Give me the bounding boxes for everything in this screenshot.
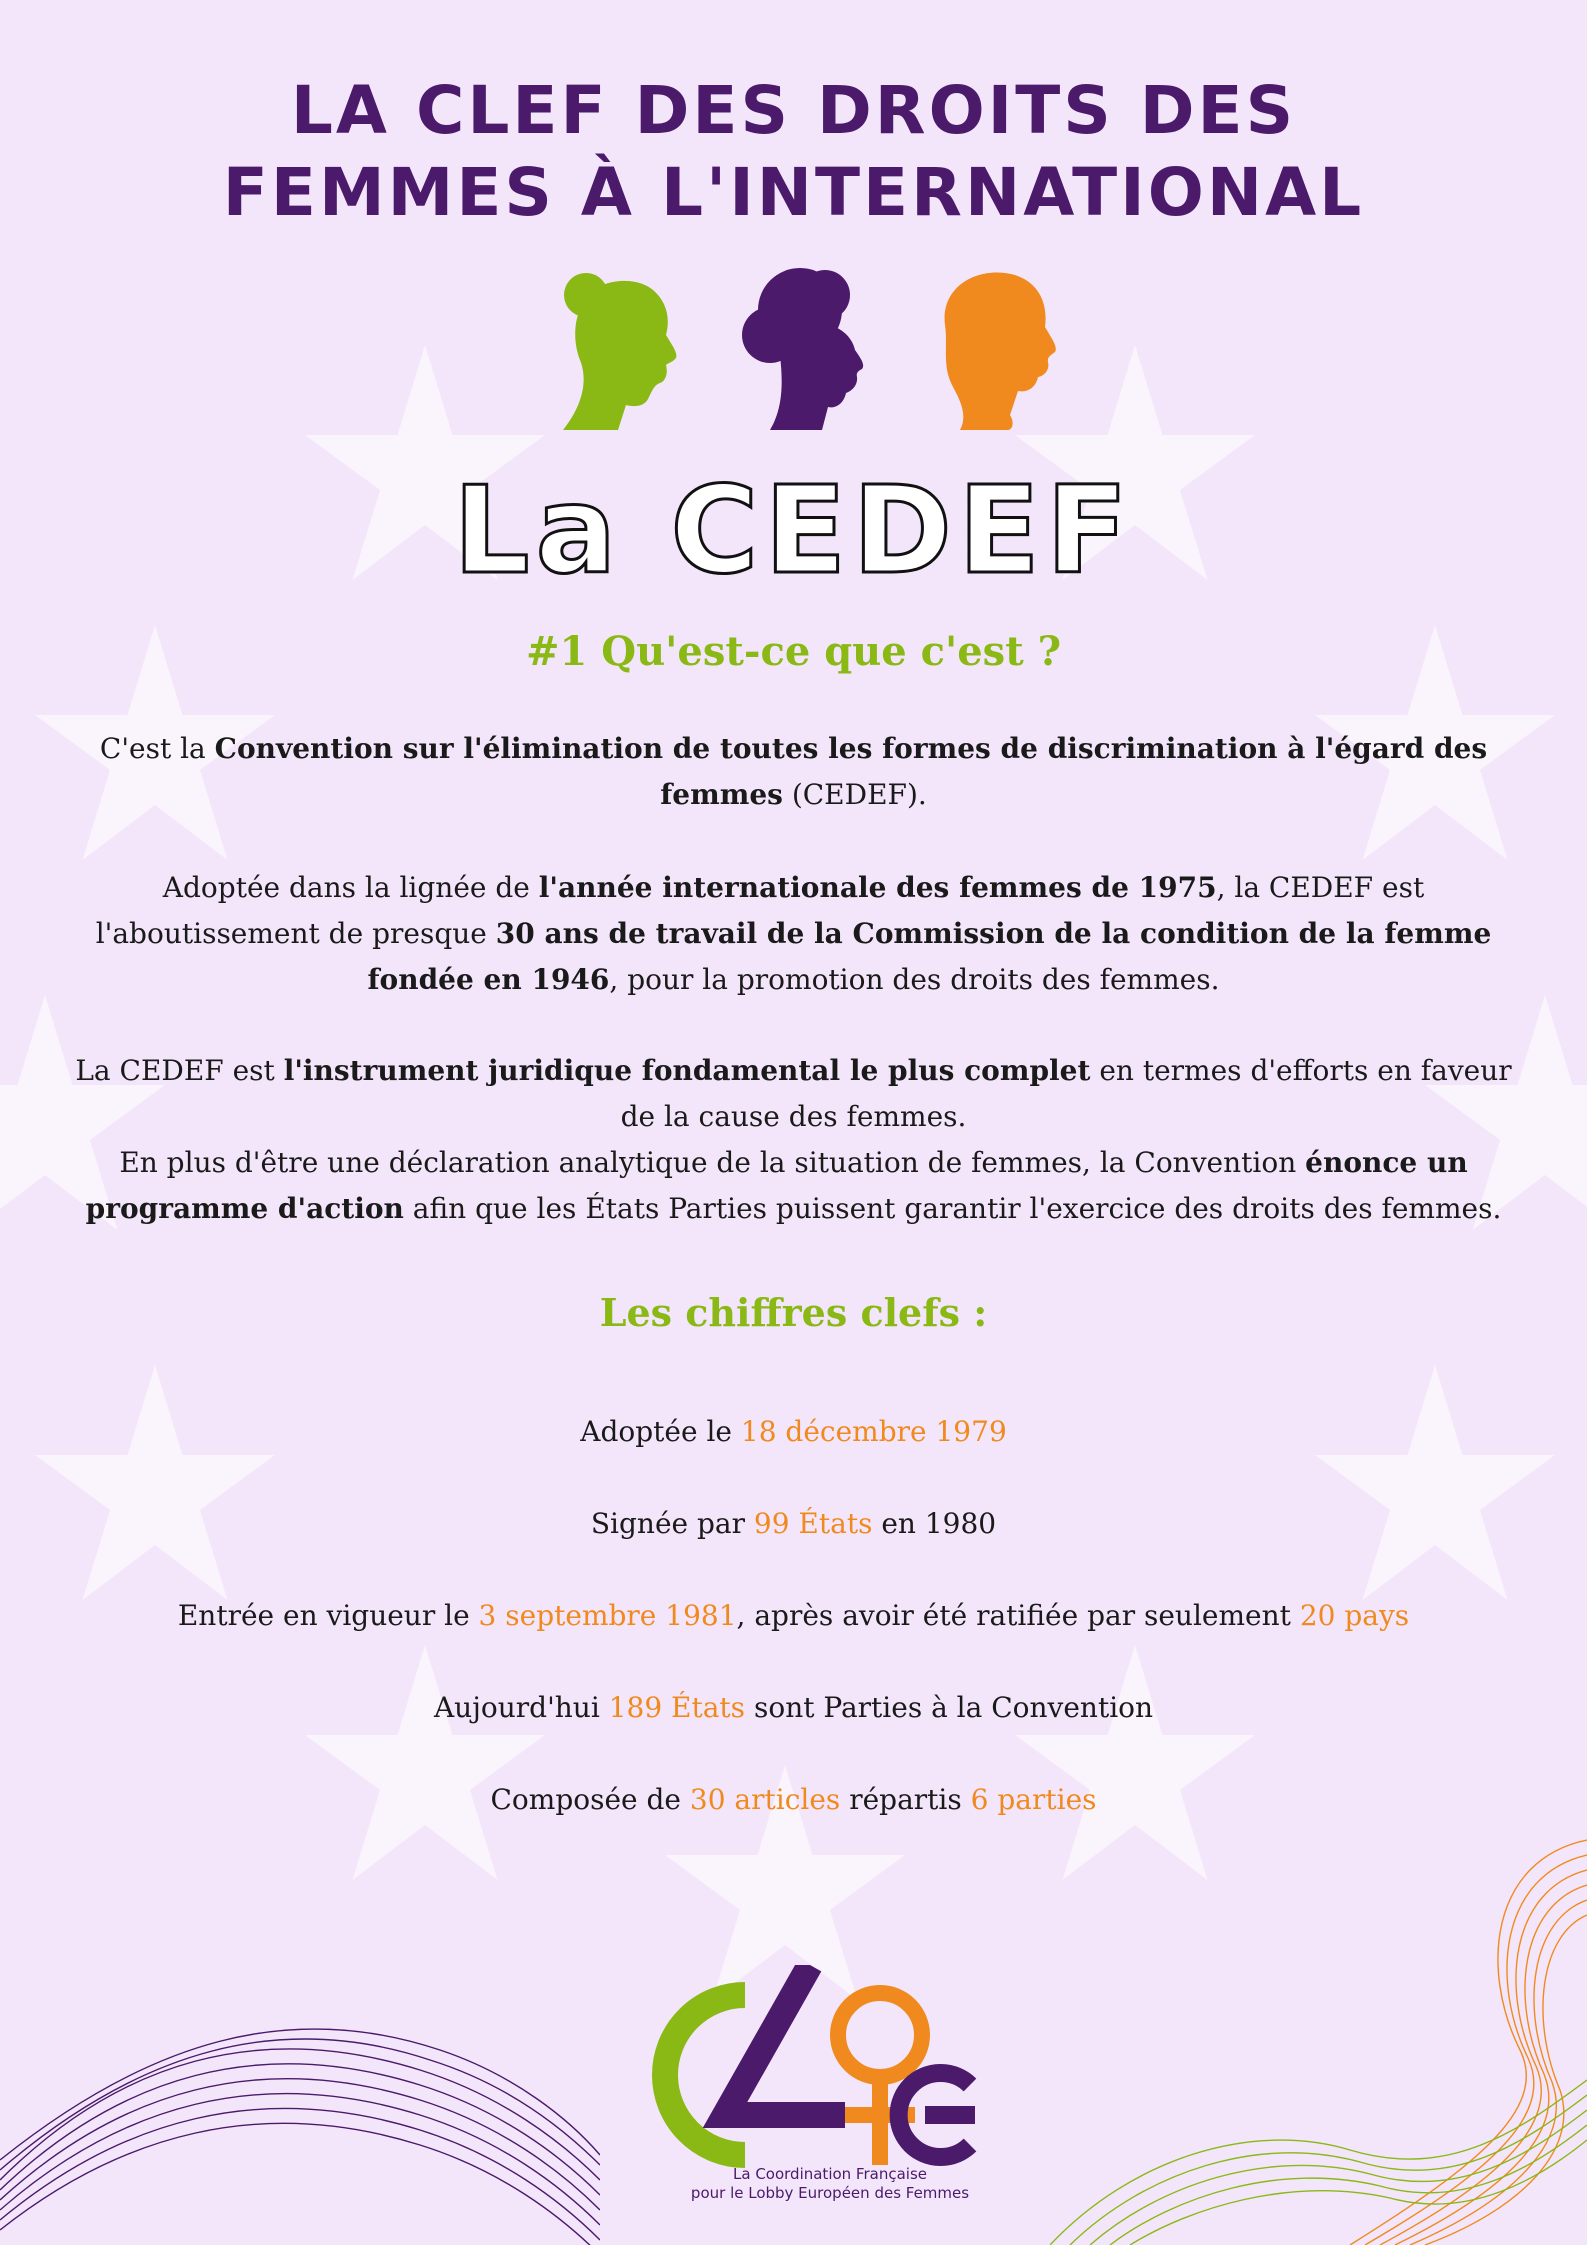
title-line-2: FEMMES À L'INTERNATIONAL bbox=[222, 154, 1365, 231]
text-fragment: Adoptée le bbox=[580, 1415, 741, 1448]
text-bold: l'année internationale des femmes de 1975 bbox=[538, 871, 1217, 904]
main-heading: La CEDEF bbox=[453, 462, 1134, 601]
text-fragment: C'est la bbox=[99, 732, 215, 765]
page-title bbox=[0, 70, 1587, 234]
logo-caption bbox=[640, 2165, 1020, 2203]
key-figure-articles bbox=[0, 1780, 1587, 1820]
background-star-icon bbox=[300, 1640, 550, 1890]
text-fragment: , après avoir été ratifiée par seulement bbox=[736, 1599, 1300, 1632]
title-line-1: LA CLEF DES DROITS DES bbox=[290, 72, 1297, 149]
highlight-text: 99 États bbox=[753, 1507, 873, 1540]
key-figure-in-force bbox=[0, 1596, 1587, 1636]
text-fragment: (CEDEF). bbox=[782, 778, 927, 811]
text-fragment: Composée de bbox=[490, 1783, 690, 1816]
highlight-text: 20 pays bbox=[1299, 1599, 1410, 1632]
faces-illustration bbox=[0, 265, 1587, 435]
background-star-icon bbox=[1310, 1360, 1560, 1610]
text-bold: Convention sur l'élimination de toutes les formes de discrimination à l'égard des femmes bbox=[214, 732, 1488, 811]
woman-short-hair-profile-icon bbox=[930, 265, 1065, 430]
text-fragment: Entrée en vigueur le bbox=[177, 1599, 479, 1632]
section-title-what-is-it: #1 Qu'est-ce que c'est ? bbox=[525, 628, 1062, 675]
text-fragment: afin que les États Parties puissent garantir l'exercice des droits des femmes. bbox=[403, 1192, 1502, 1225]
text-fragment: La CEDEF est bbox=[75, 1054, 284, 1087]
text-fragment: répartis bbox=[840, 1783, 971, 1816]
paragraph-definition bbox=[70, 726, 1517, 818]
purple-wave-lines bbox=[0, 1980, 600, 2245]
text-bold: l'instrument juridique fondamental le plus complet bbox=[283, 1054, 1091, 1087]
text-fragment: en termes d'efforts en faveur de la cause des femmes. bbox=[620, 1054, 1512, 1133]
woman-afro-profile-icon bbox=[740, 265, 885, 430]
highlight-text: 3 septembre 1981 bbox=[478, 1599, 737, 1632]
text-fragment: en 1980 bbox=[872, 1507, 997, 1540]
highlight-text: 30 articles bbox=[689, 1783, 841, 1816]
text-fragment: Signée par bbox=[590, 1507, 754, 1540]
text-fragment: sont Parties à la Convention bbox=[745, 1691, 1154, 1724]
paragraph-history bbox=[70, 865, 1517, 1003]
text-bold: énonce un programme d'action bbox=[85, 1146, 1468, 1225]
text-fragment: Aujourd'hui bbox=[433, 1691, 609, 1724]
text-fragment: Adoptée dans la lignée de bbox=[162, 871, 539, 904]
paragraph-instrument bbox=[70, 1048, 1517, 1140]
logo-caption-line-1: La Coordination Française bbox=[733, 2165, 927, 2183]
text-bold: 30 ans de travail de la Commission de la condition de la femme fondée en 1946 bbox=[367, 917, 1492, 996]
paragraph-action-program bbox=[70, 1140, 1517, 1232]
highlight-text: 189 États bbox=[608, 1691, 746, 1724]
woman-bun-profile-icon bbox=[548, 265, 698, 430]
text-fragment: , pour la promotion des droits des femmes. bbox=[609, 963, 1220, 996]
text-fragment: , la CEDEF est l'aboutissement de presque bbox=[95, 871, 1425, 950]
orange-green-wave-lines bbox=[1050, 1830, 1587, 2245]
key-figure-signed bbox=[0, 1504, 1587, 1544]
text-fragment: En plus d'être une déclaration analytique de la situation de femmes, la Convention bbox=[119, 1146, 1306, 1179]
highlight-text: 6 parties bbox=[970, 1783, 1097, 1816]
section-title-key-figures: Les chiffres clefs : bbox=[599, 1290, 988, 1335]
logo-caption-line-2: pour le Lobby Européen des Femmes bbox=[690, 2184, 970, 2202]
highlight-text: 18 décembre 1979 bbox=[740, 1415, 1007, 1448]
key-figure-parties bbox=[0, 1688, 1587, 1728]
key-figure-adopted bbox=[0, 1412, 1587, 1452]
background-star-icon bbox=[30, 1360, 280, 1610]
